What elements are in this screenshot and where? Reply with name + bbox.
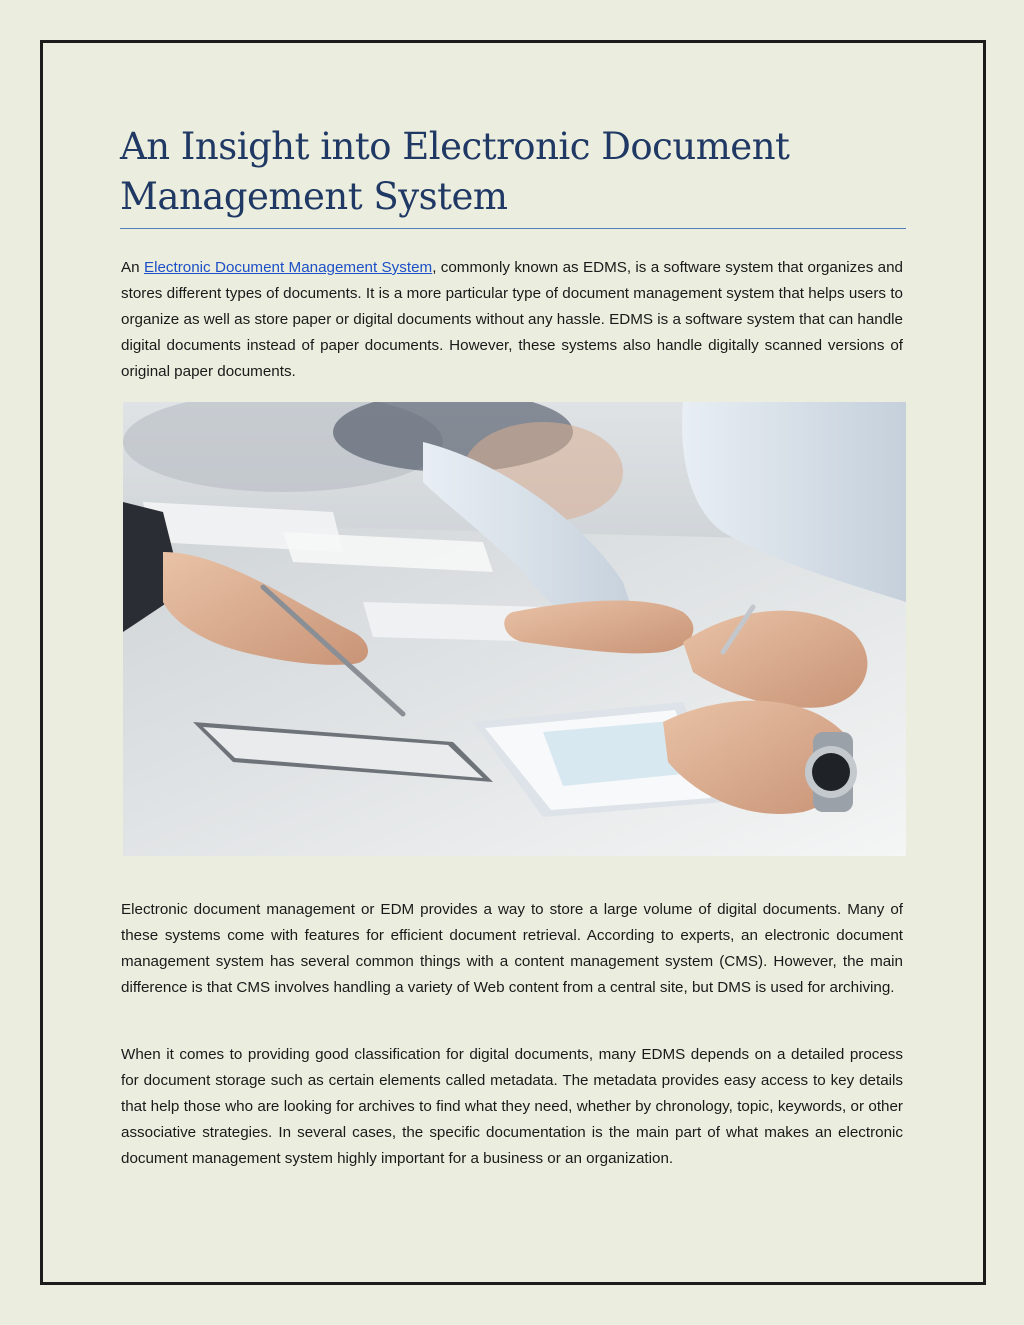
metadata-paragraph: When it comes to providing good classification for digital documents, many EDMS depends on a detailed process for document storage such as certain elements called metadata. The metadata provides easy access to key details that help those who are looking for archives to find what they need, whether by chronology, topic, keywords, or other associative strategies. In several cases, the specific documentation is the main part of what makes an electronic document management system highly important for a business or an organization. bbox=[121, 1046, 903, 1167]
edms-link[interactable]: Electronic Document Management System bbox=[143, 259, 433, 276]
intro-paragraph bbox=[121, 255, 903, 385]
photo-illustration bbox=[123, 402, 906, 856]
business-meeting-photo bbox=[123, 402, 906, 856]
title-underline-rule bbox=[120, 228, 906, 229]
page-title: An Insight into Electronic Document Management System bbox=[120, 125, 790, 218]
edm-paragraph: Electronic document management or EDM provides a way to store a large volume of digital documents. Many of these systems come with features for efficient document retrieval. According to experts, an electronic document management system has several common things with a content management system (CMS). However, the main difference is that CMS involves handling a variety of Web content from a central site, but DMS is used for archiving. bbox=[121, 901, 903, 996]
intro-suffix: , commonly known as EDMS, is a software system that organizes and stores different types of documents. It is a more particular type of document management system that helps users to organize as well as store paper or digital documents without any hassle. EDMS is a software system that can handle digital documents instead of paper documents. However, these systems also handle digitally scanned versions of original paper documents. bbox=[121, 259, 903, 380]
intro-prefix: An bbox=[121, 259, 144, 276]
